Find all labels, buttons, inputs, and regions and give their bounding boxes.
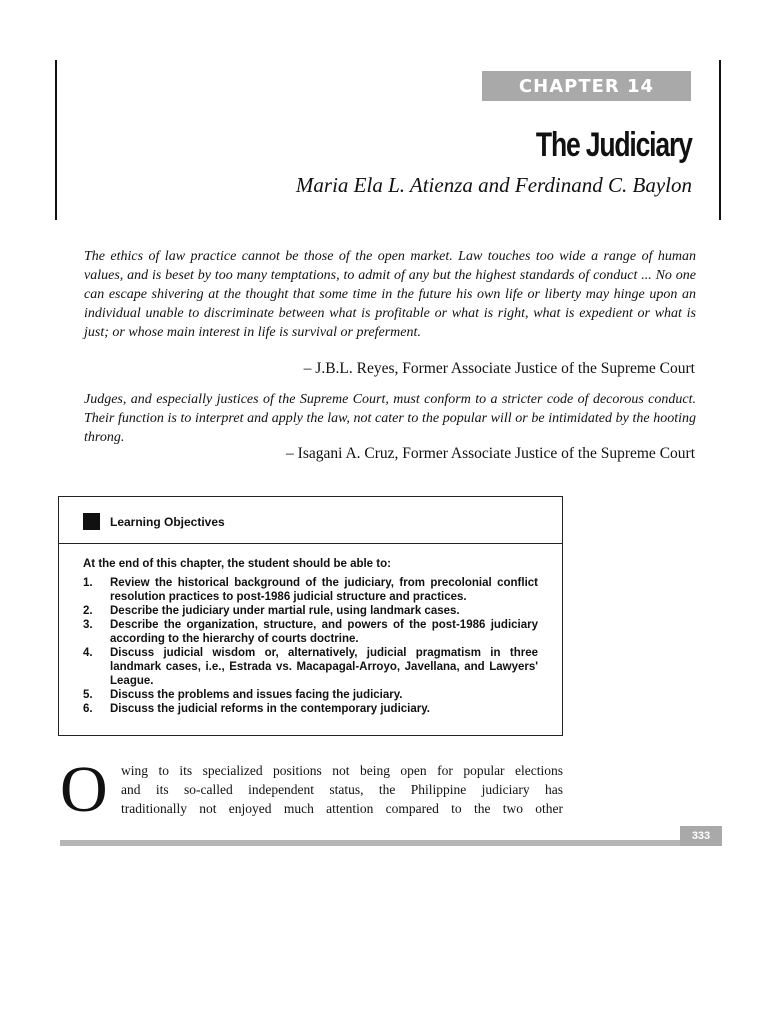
objective-text: Describe the organization, structure, and powers of the post-1986 judiciary according to the hierarchy of courts doctrine. — [110, 619, 538, 645]
chapter-label: CHAPTER 14 — [482, 71, 691, 101]
body-line: traditionally not enjoyed much attention compared to the two other — [121, 801, 563, 816]
epigraph-quote-1: The ethics of law practice cannot be those of the open market. Law touches too wide a range of human values, and is beset by too many temptations, to admit of any but the highest standards of conduct ... No one can escape shivering at the thought that some time in the future his own life or liberty may hinge upon an individual unable to discriminate between what is profitable or what is right, what is expedient or what is just; or whose main interest in life is survival or preferment. — [84, 249, 696, 340]
body-line: and its so-called independent status, the Philippine judiciary has — [121, 782, 563, 797]
objective-text: Review the historical background of the judiciary, from precolonial conflict resolution practices to post-1986 judicial structure and practices. — [110, 577, 538, 603]
objective-item — [83, 702, 538, 716]
objective-item — [83, 646, 538, 688]
objective-text: Discuss the problems and issues facing the judiciary. — [110, 689, 403, 701]
epigraph-quote-2: Judges, and especially justices of the Supreme Court, must conform to a stricter code of decorous conduct. Their function is to interpret and apply the law, not cater to the popular will or be intimidated by the hooting throng. — [84, 392, 696, 445]
learning-objectives-intro: At the end of this chapter, the student should be able to: — [83, 558, 391, 570]
body-paragraph — [121, 761, 563, 818]
footer-rule — [60, 840, 680, 846]
epigraph-attribution-1: – J.B.L. Reyes, Former Associate Justice of the Supreme Court — [303, 360, 695, 377]
objective-number: 6. — [83, 703, 93, 715]
objective-text: Describe the judiciary under martial rule, using landmark cases. — [110, 605, 460, 617]
objective-number: 1. — [83, 577, 93, 589]
objective-number: 4. — [83, 647, 93, 659]
drop-cap: O — [60, 753, 108, 826]
learning-objectives-title: Learning Objectives — [110, 514, 225, 529]
objective-item — [83, 688, 538, 702]
objective-item — [83, 618, 538, 646]
objective-number: 2. — [83, 605, 93, 617]
square-bullet-icon — [83, 513, 100, 530]
page-number: 333 — [680, 826, 722, 846]
objective-text: Discuss the judicial reforms in the contemporary judiciary. — [110, 703, 430, 715]
learning-objectives-header — [83, 513, 225, 530]
chapter-authors: Maria Ela L. Atienza and Ferdinand C. Baylon — [295, 173, 692, 197]
learning-objectives-divider — [59, 543, 562, 544]
body-line: wing to its specialized positions not being open for popular elections — [121, 763, 563, 778]
objective-item — [83, 604, 538, 618]
objective-item — [83, 576, 538, 604]
left-margin-rule — [55, 60, 57, 220]
objective-number: 5. — [83, 689, 93, 701]
epigraph-attribution-2: – Isagani A. Cruz, Former Associate Justice of the Supreme Court — [286, 445, 695, 462]
learning-objectives-box — [58, 496, 563, 736]
right-margin-rule — [719, 60, 721, 220]
learning-objectives-list — [83, 576, 538, 716]
chapter-title: The Judiciary — [536, 126, 692, 164]
objective-number: 3. — [83, 619, 93, 631]
objective-text: Discuss judicial wisdom or, alternatively, judicial pragmatism in three landmark cases, i.e., Estrada vs. Macapagal-Arroyo, Javellana, and Lawyers' League. — [110, 647, 538, 687]
